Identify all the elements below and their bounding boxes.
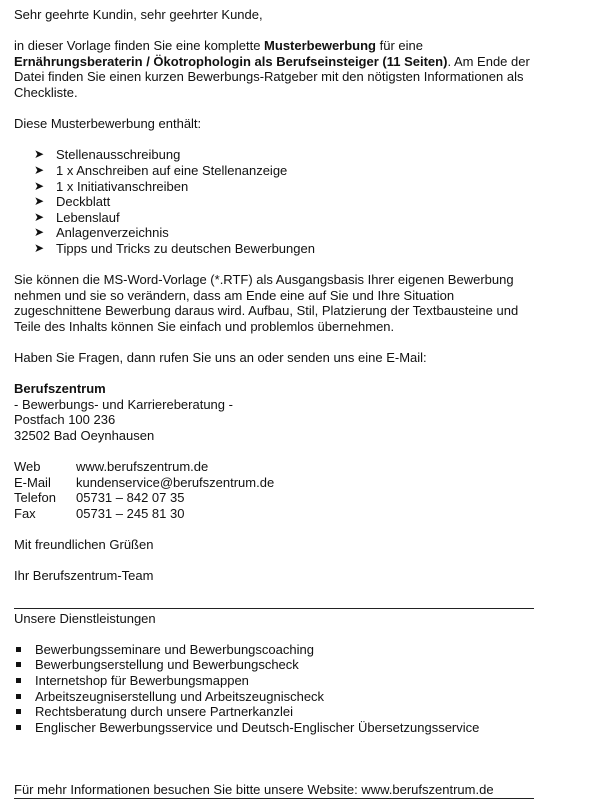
arrow-bullet-icon: ➤ (34, 147, 45, 162)
square-bullet-icon (16, 647, 21, 652)
contents-list-item: ➤ Lebenslauf (34, 209, 120, 225)
contact-row-fax (14, 506, 534, 522)
section-divider (14, 608, 534, 609)
contents-list (14, 147, 534, 256)
services-list-item: Arbeitszeugniserstellung und Arbeitszeugnischeck (14, 689, 534, 705)
salutation: Sehr geehrte Kundin, sehr geehrter Kunde, (14, 7, 263, 22)
services-heading: Unsere Dienstleistungen (14, 610, 156, 626)
contact-fax-value: 05731 – 245 81 30 (76, 506, 185, 521)
arrow-bullet-icon: ➤ (34, 209, 45, 224)
contact-row-phone (14, 490, 534, 506)
contents-list-item: ➤ Stellenausschreibung (34, 147, 181, 163)
contact-label: Web (14, 459, 41, 475)
arrow-bullet-icon: ➤ (34, 178, 45, 193)
contents-list-item: ➤ Deckblatt (34, 194, 111, 210)
contact-phone-value: 05731 – 842 07 35 (76, 490, 185, 506)
contact-label: E-Mail (14, 474, 51, 490)
square-bullet-icon (16, 694, 21, 699)
contents-list-item: ➤ Anlagenverzeichnis (34, 225, 169, 241)
contact-email-link[interactable]: kundenservice@berufszentrum.de (76, 474, 275, 490)
intro-text-3: . Am Ende der Datei finden Sie einen kurzen Bewerbungs-Ratgeber mit den nötigsten Informationen als Checkliste. (14, 53, 530, 100)
services-list-item: Internetshop für Bewerbungsmappen (14, 673, 534, 689)
contents-list-item: ➤ 1 x Anschreiben auf eine Stellenanzeige (34, 162, 288, 178)
contents-list-item: ➤ 1 x Initiativanschreiben (34, 178, 189, 194)
services-list-item: Bewerbungserstellung und Bewerbungscheck (14, 657, 534, 673)
services-list-item: Englischer Bewerbungsservice und Deutsch-Englischer Übersetzungsservice (14, 720, 534, 736)
square-bullet-icon (16, 709, 21, 714)
arrow-bullet-icon: ➤ (34, 240, 45, 255)
address-city: 32502 Bad Oeynhausen (14, 428, 155, 444)
intro-paragraph (14, 38, 534, 100)
intro-bold-title: Ernährungsberaterin / Ökotrophologin als Berufseinsteiger (11 Seiten) (14, 53, 448, 69)
contact-web-link[interactable]: www.berufszentrum.de (76, 459, 209, 475)
arrow-bullet-icon: ➤ (34, 194, 45, 209)
contents-heading: Diese Musterbewerbung enthält: (14, 116, 202, 132)
intro-bold-product: Musterbewerbung (264, 38, 377, 54)
services-list-item: Rechtsberatung durch unsere Partnerkanzlei (14, 704, 534, 720)
arrow-bullet-icon: ➤ (34, 225, 45, 240)
square-bullet-icon (16, 678, 21, 683)
square-bullet-icon (16, 662, 21, 667)
contact-label: Fax (14, 506, 36, 521)
arrow-bullet-icon: ➤ (34, 162, 45, 177)
services-list (14, 642, 534, 736)
intro-text-2: für eine (376, 38, 423, 54)
contact-row-web (14, 459, 534, 475)
closing-text: Mit freundlichen Grüßen (14, 537, 154, 553)
signature-text: Ihr Berufszentrum-Team (14, 568, 154, 584)
company-name: Berufszentrum (14, 381, 106, 397)
website-footer-text: Für mehr Informationen besuchen Sie bitte unsere Website: www.berufszentrum.de (14, 782, 494, 797)
footer-divider (14, 798, 534, 799)
contents-list-item: ➤ Tipps und Tricks zu deutschen Bewerbungen (34, 240, 315, 256)
contact-row-email (14, 475, 534, 491)
square-bullet-icon (16, 725, 21, 730)
questions-paragraph: Haben Sie Fragen, dann rufen Sie uns an oder senden uns eine E-Mail: (14, 350, 427, 366)
services-list-item: Bewerbungsseminare und Bewerbungscoaching (14, 642, 534, 658)
company-tagline: - Bewerbungs- und Karriereberatung - (14, 396, 233, 412)
document-page (14, 7, 534, 735)
usage-paragraph: Sie können die MS-Word-Vorlage (*.RTF) als Ausgangsbasis Ihrer eigenen Bewerbung nehmen und sie so verändern, dass am Ende eine auf Sie und Ihre Situation zugeschnittene Bewerbung daraus wird. Aufbau, Stil, Platzierung der Textbausteine und Teile des Inhalts können Sie einfach und problemlos übernehmen. (14, 272, 519, 334)
address-line: Postfach 100 236 (14, 412, 116, 428)
intro-text-1: in dieser Vorlage finden Sie eine komplette (14, 38, 265, 54)
contact-label: Telefon (14, 490, 56, 506)
